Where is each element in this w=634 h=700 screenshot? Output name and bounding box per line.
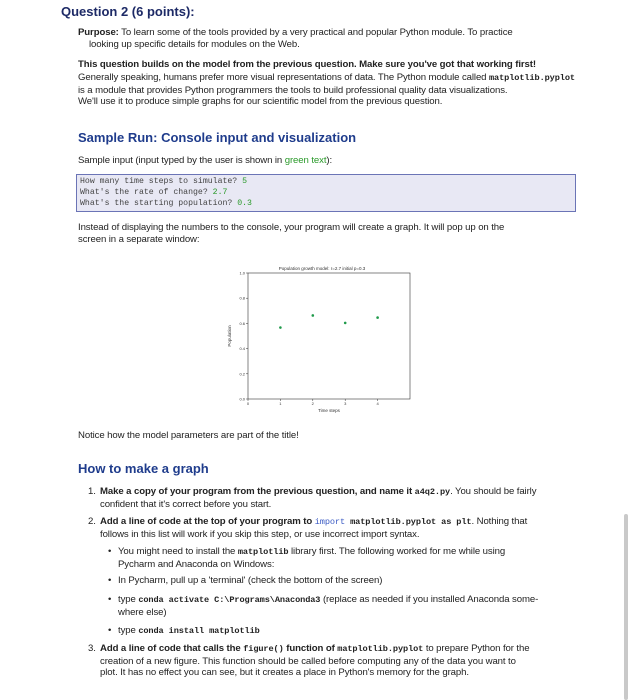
item2-line2: follows in this list will work if you skip this step, or use incorrect import syntax. [100, 528, 420, 540]
sample-run-after-text [78, 222, 578, 245]
sub3-text: type [118, 594, 139, 605]
y-tick-label: 0.0 [239, 396, 245, 402]
intro-bold-line: This question builds on the model from the previous question. Make sure you've got that working first! [78, 59, 536, 70]
x-tick-label: 4 [376, 401, 379, 406]
item3-code2: matplotlib.pyplot [337, 644, 424, 654]
item3-code: figure() [243, 644, 284, 654]
caption-end: ): [326, 155, 333, 166]
sub1-text: You might need to install the [118, 546, 238, 557]
item3-rest: to prepare Python for the [423, 643, 530, 654]
x-axis-label: Time steps [318, 408, 340, 413]
x-tick-label: 3 [344, 401, 347, 406]
sample-input-caption [78, 155, 578, 167]
population-chart [222, 262, 422, 424]
data-point [312, 314, 315, 317]
console-prompt: What's the rate of change? [80, 188, 213, 197]
data-point [344, 322, 347, 325]
item1-rest: . You should be fairly [450, 486, 537, 497]
y-tick-label: 1.0 [239, 270, 245, 276]
intro-paragraph [78, 72, 633, 108]
item3-bold-a: Add a line of code that calls the [100, 643, 244, 654]
purpose-text-line1: To learn some of the tools provided by a very practical and popular Python module. To practice [118, 27, 513, 38]
intro-module-code: matplotlib.pyplot [489, 73, 575, 83]
item2-bold: Add a line of code at the top of your program to [100, 516, 315, 527]
data-point [279, 326, 282, 329]
after-line1: Instead of displaying the numbers to the console, your program will create a graph. It will pop up on the [78, 222, 505, 233]
item2-import-code: matplotlib.pyplot as plt [345, 517, 472, 527]
plot-area [248, 273, 410, 399]
console-line [80, 187, 572, 198]
item2-rest: . Nothing that [471, 516, 528, 527]
purpose-paragraph [78, 27, 578, 50]
console-input: 0.3 [237, 199, 252, 208]
after-line2: screen in a separate window: [78, 233, 200, 245]
intro-line2: is a module that provides Python programmers the tools to build professional quality data visualizations. [78, 84, 508, 96]
console-input: 2.7 [212, 188, 228, 197]
item3-line2: creation of a new figure. This function should be called before computing any of the data you want to [100, 655, 516, 667]
item1-bold: Make a copy of your program from the previous question, and name it [100, 486, 415, 497]
console-code-block [76, 174, 576, 212]
scrollbar[interactable] [624, 514, 628, 700]
sample-run-heading: Sample Run: Console input and visualization [78, 130, 357, 145]
sub2-text: In Pycharm, pull up a 'terminal' (check the bottom of the screen) [118, 575, 383, 586]
console-prompt: How many time steps to simulate? [80, 177, 243, 186]
sub1-rest: library first. The following worked for me while using [288, 546, 506, 557]
sub-list-item [108, 575, 578, 587]
intro-line1: Generally speaking, humans prefer more visual representations of data. The Python module called [78, 72, 489, 83]
item1-line2: confident that it's correct before you start. [100, 498, 272, 510]
item3-line3: plot. It has no effect you can see, but it creates a place in Python's memory for the graph. [100, 667, 469, 678]
x-tick-label: 1 [279, 401, 282, 406]
notice-text: Notice how the model parameters are part of the title! [78, 430, 299, 441]
y-axis-label: Population [227, 325, 232, 347]
sub1-line2: Pycharm and Anaconda on Windows: [118, 558, 275, 570]
console-line [80, 176, 572, 187]
x-tick-label: 0 [246, 401, 250, 406]
list-item [88, 516, 578, 540]
sub-list-item [108, 625, 578, 638]
purpose-text-line2: looking up specific details for modules on the Web. [89, 38, 300, 50]
bullet: • [108, 594, 112, 605]
item1-filename: a4q2.py [414, 487, 451, 497]
bullet: • [108, 625, 112, 636]
y-tick-label: 0.2 [239, 371, 245, 377]
sub1-code: matplotlib [237, 547, 289, 557]
y-tick-label: 0.6 [239, 320, 245, 326]
list-item [88, 643, 578, 679]
list-number: 3. [88, 643, 96, 654]
y-tick-label: 0.8 [239, 295, 245, 301]
sub-list-item [108, 546, 578, 570]
sub3-line2: where else) [118, 606, 167, 618]
caption-green-text: green text [284, 155, 327, 166]
console-line [80, 198, 572, 209]
console-prompt: What's the starting population? [80, 199, 238, 208]
sub3-rest: (replace as needed if you installed Anaconda some- [320, 594, 539, 605]
caption-text: Sample input (input typed by the user is shown in [78, 155, 285, 166]
y-tick-label: 0.4 [239, 346, 245, 352]
list-number: 1. [88, 486, 96, 497]
console-input: 5 [242, 177, 248, 186]
sub4-text: type [118, 625, 139, 636]
list-item [88, 486, 578, 510]
question-title: Question 2 (6 points): [61, 4, 195, 19]
purpose-label: Purpose: [78, 27, 119, 38]
bullet: • [108, 575, 112, 586]
sub3-code: conda activate C:\Programs\Anaconda3 [138, 595, 321, 605]
x-tick-label: 2 [311, 401, 314, 406]
bullet: • [108, 546, 112, 557]
list-number: 2. [88, 516, 96, 527]
sub-list-item [108, 594, 578, 618]
intro-line3: We'll use it to produce simple graphs for our scientific model from the previous question. [78, 96, 443, 107]
chart-title: Population growth model: r=2.7 initial p=0.3 [278, 266, 366, 271]
howto-heading: How to make a graph [78, 461, 209, 476]
item2-import-keyword: import [314, 517, 346, 527]
item3-bold-b: function of [283, 643, 338, 654]
data-point [376, 316, 379, 319]
sub4-code: conda install matplotlib [138, 626, 260, 636]
